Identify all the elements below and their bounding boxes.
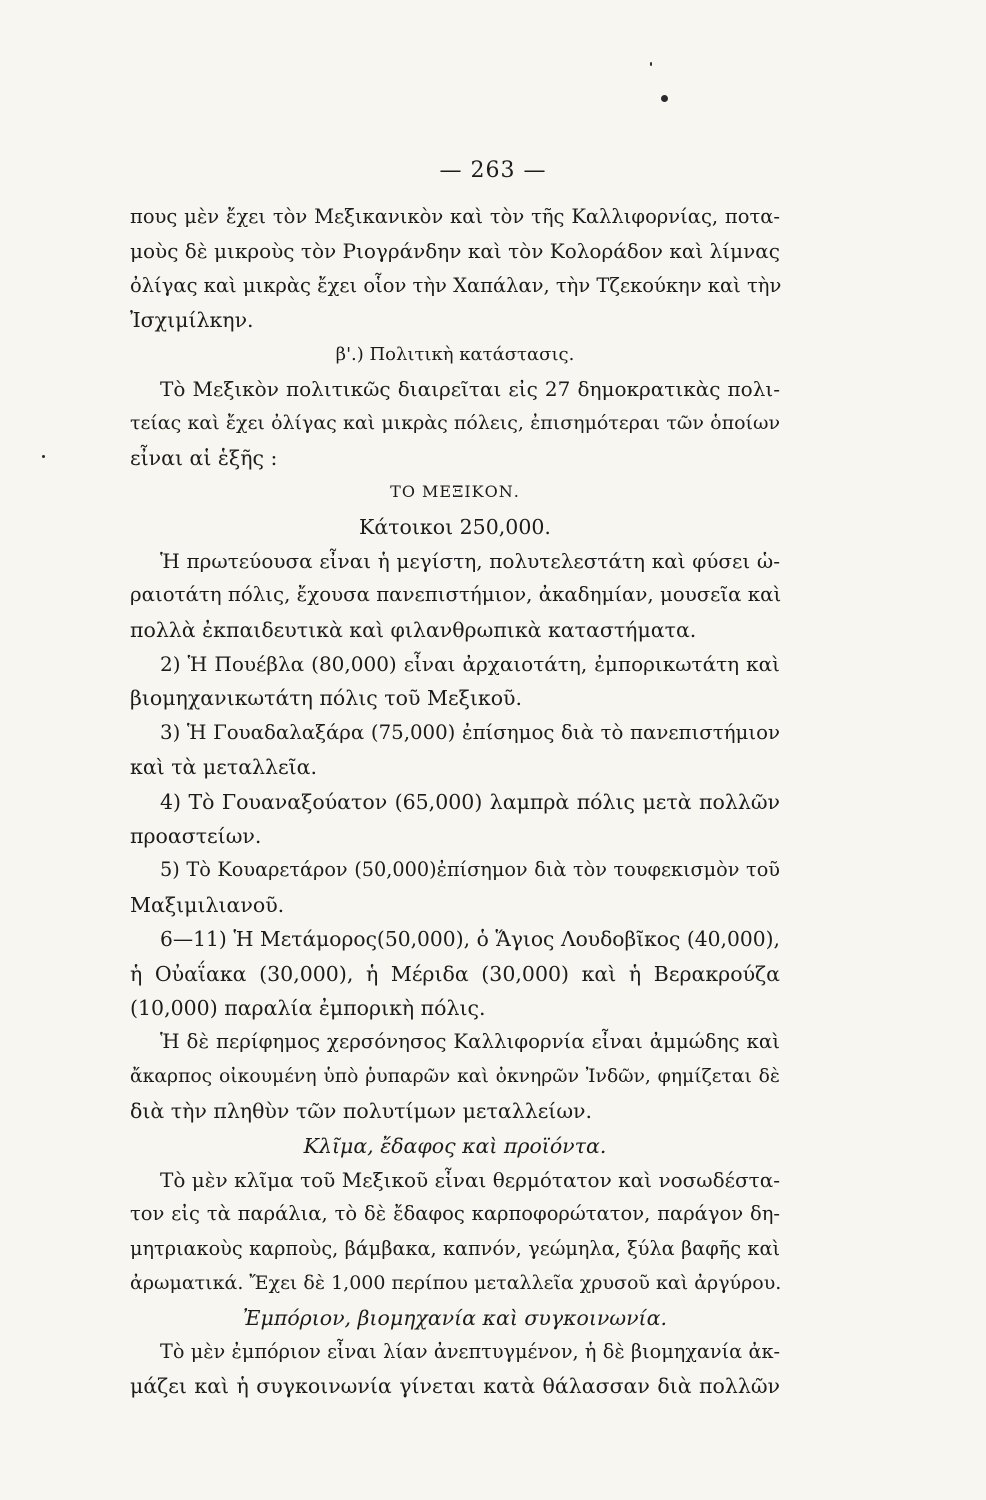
text-line: πολλὰ ἐκπαιδευτικὰ καὶ φιλανθρωπικὰ καταστήματα. <box>130 617 697 642</box>
text-line: ὀλίγας καὶ μικρὰς ἔχει οἷον τὴν Χαπάλαν, τὴν Τζεκούκην καὶ τὴν <box>130 273 782 297</box>
text-line: καὶ τὰ μεταλλεῖα. <box>130 755 318 780</box>
ink-speck <box>661 95 668 102</box>
population-line: Κάτοικοι 250,000. <box>359 514 551 539</box>
text-line: διὰ τὴν πληθὺν τῶν πολυτίμων μεταλλείων. <box>130 1099 593 1124</box>
text-line: βιομηχανικωτάτη πόλις τοῦ Μεξικοῦ. <box>130 686 523 711</box>
text-line: Ἰσχιμίλκην. <box>130 308 254 333</box>
text-line: 4) Τὸ Γουαναξούατον (65,000) λαμπρὰ πόλις μετὰ πολλῶν <box>160 789 780 814</box>
text-line: ἡ Οὐαΐακα (30,000), ἡ Μέριδα (30,000) καὶ ἡ Βερακρούζα <box>130 961 780 986</box>
text-line: 6—11) Ἡ Μετάμορος(50,000), ὁ Ἅγιος Λουδοβῖκος (40,000), <box>160 927 780 952</box>
ink-speck <box>42 455 45 458</box>
text-line: 2) Ἡ Πουέβλα (80,000) εἶναι ἀρχαιοτάτη, ἐμπορικωτάτη καὶ <box>160 652 780 677</box>
text-line: 3) Ἡ Γουαδαλαξάρα (75,000) ἐπίσημος διὰ τὸ πανεπιστήμιον <box>160 720 780 744</box>
text-line: Τὸ μὲν κλῖμα τοῦ Μεξικοῦ εἶναι θερμότατον καὶ νοσωδέστα- <box>160 1167 780 1192</box>
text-line: μητριακοὺς καρποὺς, βάμβακα, καπνόν, γεώμηλα, ξύλα βαφῆς καὶ <box>130 1236 780 1260</box>
text-line: Ἡ δὲ περίφημος χερσόνησος Καλλιφορνία εἶναι ἀμμώδης καὶ <box>160 1030 780 1054</box>
text-line: (10,000) παραλία ἐμπορικὴ πόλις. <box>130 995 486 1020</box>
page-number: — 263 — <box>439 158 547 183</box>
text-line: Τὸ μὲν ἐμπόριον εἶναι λίαν ἀνεπτυγμένον, ἡ δὲ βιομηχανία ἀκ- <box>160 1339 780 1363</box>
text-line: τείας καὶ ἔχει ὀλίγας καὶ μικρὰς πόλεις, ἐπισημότεραι τῶν ὁποίων <box>130 412 780 435</box>
section-heading: β'.) Πολιτικὴ κατάστασις. <box>335 343 575 365</box>
text-line: ραιοτάτη πόλις, ἔχουσα πανεπιστήμιον, ἀκαδημίαν, μουσεῖα καὶ <box>130 583 782 607</box>
text-line: προαστείων. <box>130 824 262 849</box>
text-line: μάζει καὶ ἡ συγκοινωνία γίνεται κατὰ θάλασσαν διὰ πολλῶν <box>130 1374 780 1399</box>
section-heading: Κλῖμα, ἔδαφος καὶ προϊόντα. <box>303 1133 607 1158</box>
text-line: Τὸ Μεξικὸν πολιτικῶς διαιρεῖται εἰς 27 δημοκρατικὰς πολι- <box>160 376 780 401</box>
text-line: ἀρωματικά. Ἔχει δὲ 1,000 περίπου μεταλλεῖα χρυσοῦ καὶ ἀργύρου. <box>130 1272 782 1295</box>
text-line: τον εἰς τὰ παράλια, τὸ δὲ ἔδαφος καρποφορώτατον, παράγον δη- <box>130 1202 780 1226</box>
text-line: 5) Τὸ Κουαρετάρον (50,000)ἐπίσημον διὰ τὸν τουφεκισμὸν τοῦ <box>160 858 780 882</box>
text-line: ἄκαρπος οἰκουμένη ὑπὸ ῥυπαρῶν καὶ ὀκνηρῶν Ἰνδῶν, φημίζεται δὲ <box>130 1065 780 1087</box>
text-line: πους μὲν ἔχει τὸν Μεξικανικὸν καὶ τὸν τῆς Καλλιφορνίας, ποτα- <box>130 205 780 228</box>
text-line: Ἡ πρωτεύουσα εἶναι ἡ μεγίστη, πολυτελεστάτη καὶ φύσει ὡ- <box>160 548 780 573</box>
section-heading: Ἐμπόριον, βιομηχανία καὶ συγκοινωνία. <box>243 1305 667 1330</box>
city-heading: ΤΟ ΜΕΞΙΚΟΝ. <box>390 482 520 502</box>
body-text <box>130 200 780 1404</box>
text-line: μοὺς δὲ μικροὺς τὸν Ριογράνδην καὶ τὸν Κολοράδον καὶ λίμνας <box>130 239 780 264</box>
text-line: Μαξιμιλιανοῦ. <box>130 892 285 917</box>
ink-speck <box>650 62 652 66</box>
text-line: εἶναι αἱ ἑξῆς : <box>130 445 278 470</box>
